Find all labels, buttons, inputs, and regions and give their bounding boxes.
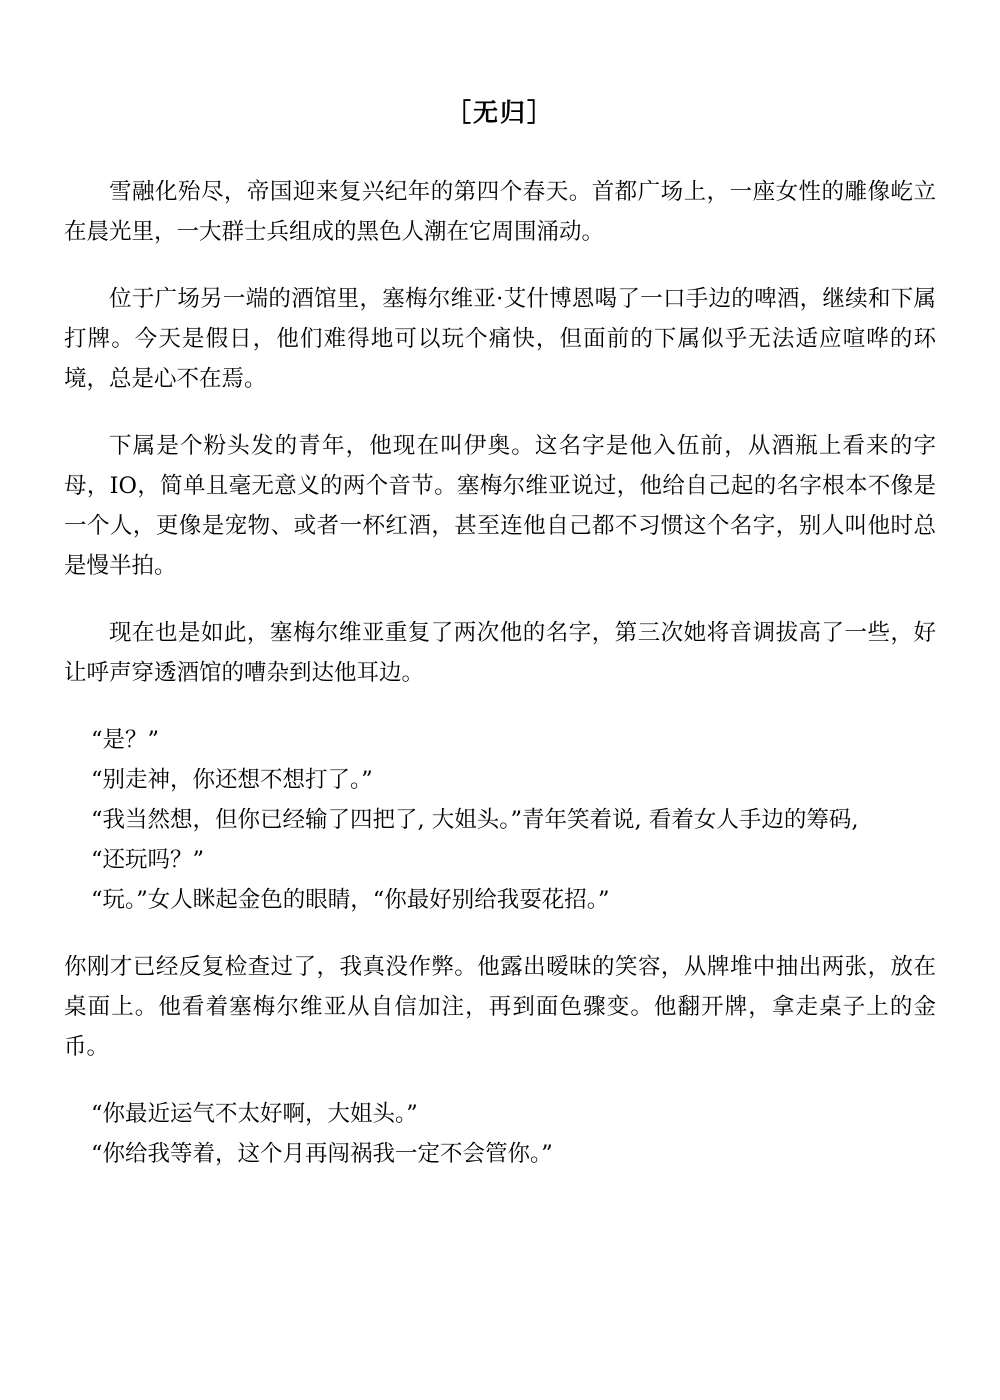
dialogue-line: “我当然想，但你已经输了四把了, 大姐头。”青年笑着说, 看着女人手边的筹码, [91,807,859,833]
page-title: ［无归］ [445,98,554,127]
dialogue-block-2 [64,1094,936,1174]
paragraph-3: 下属是个粉头发的青年，他现在叫伊奥。这名字是他入伍前，从酒瓶上看来的字母，IO，简单且毫无意义的两个音节。塞梅尔维亚说过，他给自己起的名字根本不像是一个人，更像是宠物、或者一杯红酒，甚至连他自己都不习惯这个名字，别人叫他时总是慢半拍。 [64,433,936,579]
dialogue-block-1 [64,720,936,920]
paragraph-2: 位于广场另一端的酒馆里，塞梅尔维亚·艾什博恩喝了一口手边的啤酒，继续和下属打牌。今天是假日，他们难得地可以玩个痛快，但面前的下属似乎无法适应喧哗的环境，总是心不在焉。 [64,286,936,392]
paragraph-1: 雪融化殆尽，帝国迎来复兴纪年的第四个春天。首都广场上，一座女性的雕像屹立在晨光里，一大群士兵组成的黑色人潮在它周围涌动。 [64,179,936,245]
dialogue-line: “别走神，你还想不想打了。” [91,767,373,793]
paragraph-5: 你刚才已经反复检查过了，我真没作弊。他露出暧昧的笑容，从牌堆中抽出两张，放在桌面上。他看着塞梅尔维亚从自信加注，再到面色骤变。他翻开牌，拿走桌子上的金币。 [64,954,936,1060]
dialogue-line: “你给我等着，这个月再闯祸我一定不会管你。” [91,1141,553,1167]
dialogue-line: “是？” [91,727,160,753]
dialogue-line: “你最近运气不太好啊，大姐头。” [91,1101,418,1127]
paragraph-4: 现在也是如此，塞梅尔维亚重复了两次他的名字，第三次她将音调拔高了一些，好让呼声穿透酒馆的嘈杂到达他耳边。 [64,620,936,686]
document-body [64,172,936,1174]
dialogue-line: “还玩吗？” [91,847,205,873]
dialogue-line: “玩。”女人眯起金色的眼睛，“你最好别给我耍花招。” [91,887,610,913]
